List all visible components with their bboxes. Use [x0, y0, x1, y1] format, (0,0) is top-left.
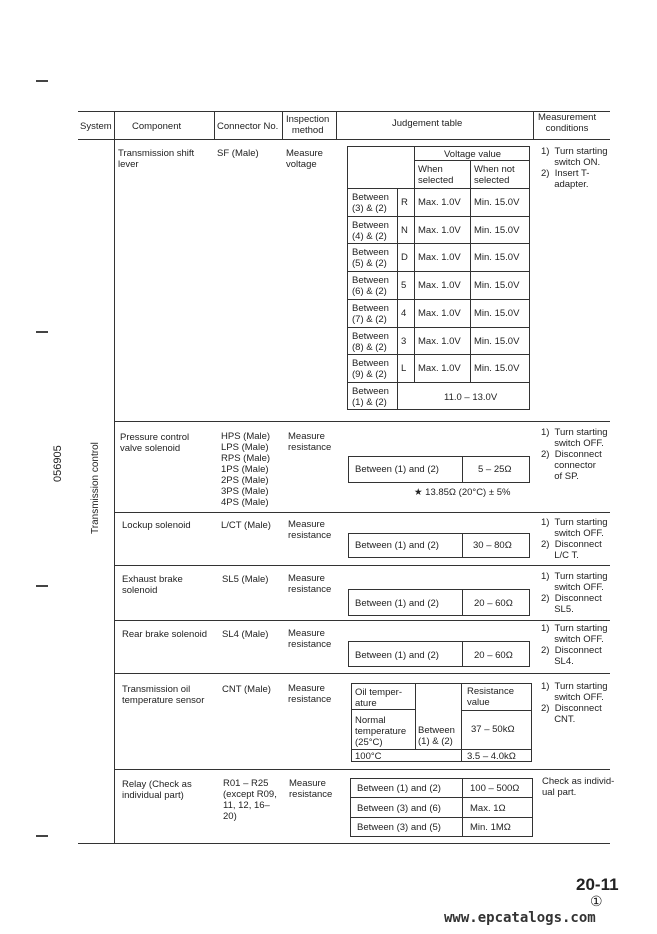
table-line: [415, 683, 416, 749]
shift-row-between: Between (4) & (2): [352, 219, 389, 242]
table-line: [351, 709, 415, 710]
oil-between: Between (1) & (2): [418, 725, 455, 747]
table-line: [414, 160, 529, 161]
pressure-note: ★ 13.85Ω (20°C) ± 5%: [414, 487, 511, 498]
oiltemp-component: Transmission oil temperature sensor: [122, 684, 205, 706]
relay-row-value: 100 – 500Ω: [470, 783, 520, 794]
table-line: [347, 243, 530, 244]
lockup-value: 30 – 80Ω: [473, 540, 512, 551]
lockup-between: Between (1) and (2): [355, 540, 439, 551]
shift-row-selected: Max. 1.0V: [418, 335, 461, 347]
exhaust-component: Exhaust brake solenoid: [122, 574, 183, 596]
table-line: [461, 710, 532, 711]
table-line: [350, 817, 533, 818]
shift-row-not-selected: Min. 15.0V: [474, 197, 520, 208]
col-divider: [214, 111, 215, 139]
lockup-connector: L/CT (Male): [221, 520, 271, 531]
shift-row-position: 3: [401, 335, 407, 347]
exhaust-method: Measure resistance: [288, 573, 332, 595]
col-divider: [336, 111, 337, 139]
relay-row-value: Min. 1MΩ: [470, 822, 511, 833]
system-label: Transmission control: [90, 442, 101, 534]
shift-lever-connector: SF (Male): [217, 148, 259, 159]
header-inspection: Inspection method: [286, 114, 330, 136]
shift-row-between: Between (3) & (2): [352, 192, 389, 214]
shift-row-between: Between (7) & (2): [352, 302, 389, 325]
pressure-method: Measure resistance: [288, 431, 332, 453]
row-divider: [114, 769, 610, 770]
table-bottom-line: [78, 843, 610, 844]
col-divider: [114, 111, 115, 843]
shift-row-position: L: [401, 363, 407, 375]
row-divider: [114, 673, 610, 674]
header-judgement: Judgement table: [392, 118, 463, 129]
table-line: [351, 749, 532, 750]
shift-row-position: D: [401, 252, 408, 264]
shift-row-between: Between (8) & (2): [352, 330, 389, 353]
header-bottom-line: [78, 139, 610, 140]
relay-connector: R01 – R25 (except R09, 11, 12, 16– 20): [223, 778, 277, 822]
rear-method: Measure resistance: [288, 628, 332, 650]
relay-conditions: Check as individ- ual part.: [542, 776, 615, 798]
header-system: System: [80, 121, 112, 132]
when-not-selected-header: When not selected: [474, 164, 515, 186]
rear-connector: SL4 (Male): [222, 629, 269, 640]
shift-row-not-selected: Min. 15.0V: [474, 224, 520, 236]
rear-value: 20 – 60Ω: [474, 650, 513, 661]
lockup-conditions: 1) Turn starting switch OFF. 2) Disconnect L/C T.: [541, 517, 608, 561]
table-line: [461, 683, 462, 762]
rear-component: Rear brake solenoid: [122, 629, 208, 640]
oil-hot-value: 3.5 – 4.0kΩ: [467, 751, 516, 762]
exhaust-value: 20 – 60Ω: [474, 598, 513, 609]
oil-hot-label: 100°C: [355, 751, 382, 762]
shift-row-not-selected: Min. 15.0V: [474, 335, 520, 347]
row-divider: [114, 421, 610, 422]
doc-id: 056905: [52, 445, 64, 482]
when-selected-header: When selected: [418, 164, 454, 186]
shift-row-position: N: [401, 224, 408, 236]
relay-row-between: Between (3) and (6): [357, 803, 441, 814]
oil-normal-value: 37 – 50kΩ: [471, 724, 515, 735]
table-line: [347, 216, 530, 217]
shift-row-position: 5: [401, 280, 407, 292]
table-line: [414, 146, 415, 382]
oil-normal-label: Normal temperature (25°C): [355, 715, 407, 748]
pressure-connector: HPS (Male) LPS (Male) RPS (Male) 1PS (Male) 2PS (Male) 3PS (Male) 4PS (Male): [221, 431, 271, 508]
margin-mark: [36, 80, 48, 82]
relay-method: Measure resistance: [289, 778, 333, 800]
shift-row-position: 4: [401, 307, 407, 319]
exhaust-between: Between (1) and (2): [355, 598, 439, 609]
row-divider: [114, 620, 610, 621]
table-line: [347, 188, 530, 189]
shift-row-selected: Max. 1.0V: [418, 197, 461, 208]
table-line: [462, 778, 463, 837]
shift-row-position: R: [401, 197, 408, 208]
col-divider: [533, 111, 534, 139]
shift-row-selected: Max. 1.0V: [418, 224, 461, 236]
shift-lever-component: Transmission shift lever: [118, 148, 195, 170]
shift-row-between: Between (5) & (2): [352, 247, 389, 270]
table-line: [347, 327, 530, 328]
exhaust-connector: SL5 (Male): [222, 574, 269, 585]
pressure-conditions: 1) Turn starting switch OFF. 2) Disconnect connector of SP.: [541, 427, 608, 482]
oiltemp-method: Measure resistance: [288, 683, 332, 705]
shift-row-between: Between (6) & (2): [352, 275, 389, 298]
shift-row-not-selected: Min. 15.0V: [474, 307, 520, 319]
lockup-method: Measure resistance: [288, 519, 332, 541]
shift-last-value: 11.0 – 13.0V: [444, 392, 498, 403]
shift-row-not-selected: Min. 15.0V: [474, 252, 520, 264]
table-line: [462, 456, 463, 483]
table-line: [347, 271, 530, 272]
relay-row-value: Max. 1Ω: [470, 803, 506, 814]
table-line: [347, 354, 530, 355]
margin-mark: [36, 331, 48, 333]
table-line: [462, 641, 463, 667]
pressure-between: Between (1) and (2): [355, 464, 439, 475]
shift-row-selected: Max. 1.0V: [418, 363, 461, 375]
voltage-value-header: Voltage value: [444, 149, 502, 160]
shift-row-not-selected: Min. 15.0V: [474, 363, 520, 375]
oiltemp-connector: CNT (Male): [222, 684, 271, 695]
shift-row-selected: Max. 1.0V: [418, 307, 461, 319]
header-conditions: Measurement conditions: [538, 112, 597, 134]
row-divider: [114, 512, 610, 513]
shift-row-selected: Max. 1.0V: [418, 280, 461, 292]
table-line: [462, 589, 463, 616]
lockup-component: Lockup solenoid: [122, 520, 191, 531]
oiltemp-conditions: 1) Turn starting switch OFF. 2) Disconnect CNT.: [541, 681, 608, 725]
table-top-line: [78, 111, 610, 112]
pressure-component: Pressure control valve solenoid: [120, 432, 190, 454]
margin-mark: [36, 585, 48, 587]
resistance-value-header: Resistance value: [467, 686, 514, 708]
shift-row-between: Between (9) & (2): [352, 358, 389, 381]
table-line: [347, 299, 530, 300]
oil-temp-header: Oil temper- ature: [355, 687, 402, 709]
col-divider: [282, 111, 283, 139]
shift-row-not-selected: Min. 15.0V: [474, 280, 520, 292]
relay-row-between: Between (3) and (5): [357, 822, 441, 833]
row-divider: [114, 565, 610, 566]
page-number: 20-11: [576, 875, 619, 894]
shift-lever-method: Measure voltage: [286, 148, 323, 170]
header-connector: Connector No.: [217, 121, 279, 132]
exhaust-conditions: 1) Turn starting switch OFF. 2) Disconnect SL5.: [541, 571, 608, 615]
relay-row-between: Between (1) and (2): [357, 783, 441, 794]
shift-last-between: Between (1) & (2): [352, 386, 389, 408]
table-line: [347, 382, 530, 383]
pressure-value: 5 – 25Ω: [478, 464, 512, 475]
shift-lever-conditions: 1) Turn starting switch ON. 2) Insert T- adapter.: [541, 146, 608, 190]
rear-conditions: 1) Turn starting switch OFF. 2) Disconnect SL4.: [541, 623, 608, 667]
revision-circle: ①: [590, 893, 603, 909]
table-line: [462, 533, 463, 558]
table-line: [350, 797, 533, 798]
rear-between: Between (1) and (2): [355, 650, 439, 661]
relay-component: Relay (Check as individual part): [122, 779, 192, 801]
header-component: Component: [132, 121, 182, 132]
shift-row-selected: Max. 1.0V: [418, 252, 461, 264]
margin-mark: [36, 835, 48, 837]
footer-url: www.epcatalogs.com: [444, 910, 596, 926]
